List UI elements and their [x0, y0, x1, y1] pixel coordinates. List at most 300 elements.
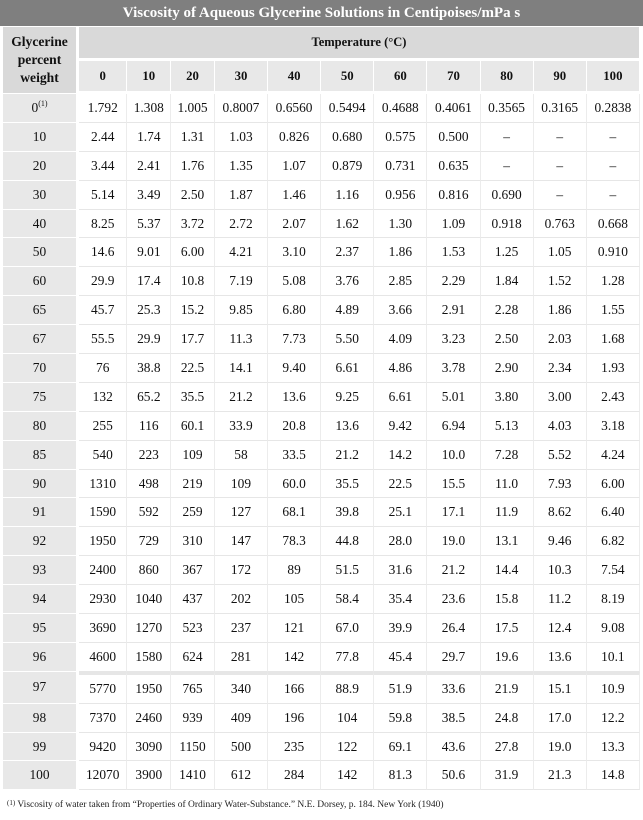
viscosity-cell: 5.37: [127, 210, 171, 239]
row-header: Glycerine percent weight: [3, 27, 79, 94]
glycerine-percent-cell: 50: [3, 238, 79, 267]
viscosity-cell: 1.86: [534, 296, 587, 325]
viscosity-cell: 35.5: [321, 470, 374, 499]
viscosity-cell: 10.3: [534, 556, 587, 585]
viscosity-cell: 523: [171, 614, 215, 643]
viscosity-table: [3, 27, 640, 790]
viscosity-cell: 76: [79, 354, 127, 383]
viscosity-cell: 35.4: [374, 585, 427, 614]
viscosity-cell: 116: [127, 412, 171, 441]
viscosity-cell: 81.3: [374, 761, 427, 790]
viscosity-cell: 0.635: [427, 152, 480, 181]
viscosity-cell: 8.25: [79, 210, 127, 239]
viscosity-cell: 59.8: [374, 704, 427, 733]
viscosity-cell: 11.0: [481, 470, 534, 499]
viscosity-cell: 1.62: [321, 210, 374, 239]
viscosity-cell: 0.826: [268, 123, 321, 152]
table-row: [3, 733, 640, 762]
viscosity-cell: 19.0: [427, 527, 480, 556]
viscosity-cell: 14.4: [481, 556, 534, 585]
glycerine-percent-cell: 97: [3, 672, 79, 704]
viscosity-cell: 2.29: [427, 267, 480, 296]
viscosity-cell: 127: [215, 498, 268, 527]
viscosity-cell: 25.1: [374, 498, 427, 527]
temp-col-header: 0: [79, 61, 127, 94]
viscosity-cell: 437: [171, 585, 215, 614]
glycerine-percent-cell: 20: [3, 152, 79, 181]
viscosity-cell: 409: [215, 704, 268, 733]
glycerine-percent-cell: 80: [3, 412, 79, 441]
viscosity-cell: 3.72: [171, 210, 215, 239]
viscosity-cell: 235: [268, 733, 321, 762]
glycerine-percent-cell: 94: [3, 585, 79, 614]
viscosity-cell: 24.8: [481, 704, 534, 733]
table-row: [3, 412, 640, 441]
table-row: [3, 181, 640, 210]
viscosity-cell: 2460: [127, 704, 171, 733]
table-body: [3, 94, 640, 790]
viscosity-cell: 27.8: [481, 733, 534, 762]
glycerine-percent-cell: 65: [3, 296, 79, 325]
viscosity-cell: 2930: [79, 585, 127, 614]
viscosity-cell: 0.4688: [374, 94, 427, 123]
viscosity-cell: –: [534, 123, 587, 152]
viscosity-cell: 6.00: [587, 470, 640, 499]
table-row: [3, 470, 640, 499]
viscosity-cell: 31.6: [374, 556, 427, 585]
viscosity-cell: 1040: [127, 585, 171, 614]
viscosity-cell: 1.16: [321, 181, 374, 210]
viscosity-cell: 50.6: [427, 761, 480, 790]
viscosity-cell: –: [534, 152, 587, 181]
viscosity-cell: 2.91: [427, 296, 480, 325]
viscosity-cell: 1.86: [374, 238, 427, 267]
viscosity-cell: 9.46: [534, 527, 587, 556]
viscosity-cell: 259: [171, 498, 215, 527]
viscosity-cell: 21.2: [427, 556, 480, 585]
glycerine-percent-cell: 0$^{(1)}$: [3, 94, 79, 123]
viscosity-cell: 2.43: [587, 383, 640, 412]
viscosity-cell: 7.28: [481, 441, 534, 470]
viscosity-cell: 5.50: [321, 325, 374, 354]
viscosity-cell: 939: [171, 704, 215, 733]
viscosity-cell: 0.956: [374, 181, 427, 210]
glycerine-percent-cell: 40: [3, 210, 79, 239]
viscosity-cell: 2.50: [481, 325, 534, 354]
viscosity-cell: 4.86: [374, 354, 427, 383]
viscosity-cell: 0.5494: [321, 94, 374, 123]
viscosity-cell: 13.6: [534, 643, 587, 672]
viscosity-cell: –: [587, 181, 640, 210]
viscosity-cell: 12.4: [534, 614, 587, 643]
viscosity-cell: 4.89: [321, 296, 374, 325]
viscosity-cell: 1310: [79, 470, 127, 499]
viscosity-cell: 1580: [127, 643, 171, 672]
glycerine-percent-cell: 10: [3, 123, 79, 152]
viscosity-cell: 22.5: [171, 354, 215, 383]
viscosity-cell: 10.0: [427, 441, 480, 470]
table-row: [3, 152, 640, 181]
viscosity-cell: 14.2: [374, 441, 427, 470]
viscosity-cell: 10.8: [171, 267, 215, 296]
viscosity-cell: 15.1: [534, 672, 587, 704]
viscosity-cell: 1.30: [374, 210, 427, 239]
viscosity-cell: 25.3: [127, 296, 171, 325]
viscosity-cell: 340: [215, 672, 268, 704]
viscosity-cell: 0.8007: [215, 94, 268, 123]
viscosity-cell: 0.918: [481, 210, 534, 239]
table-row: [3, 585, 640, 614]
viscosity-cell: 12070: [79, 761, 127, 790]
viscosity-cell: 1.28: [587, 267, 640, 296]
viscosity-cell: 38.5: [427, 704, 480, 733]
viscosity-cell: 1.35: [215, 152, 268, 181]
viscosity-cell: 3.66: [374, 296, 427, 325]
viscosity-cell: 1.03: [215, 123, 268, 152]
viscosity-cell: 498: [127, 470, 171, 499]
viscosity-cell: 77.8: [321, 643, 374, 672]
glycerine-percent-cell: 90: [3, 470, 79, 499]
footnote-text: Viscosity of water taken from “Properties of Ordinary Water-Substance.” N.E. Dorsey, p. 184. New York (1940): [17, 800, 444, 810]
viscosity-cell: 3.78: [427, 354, 480, 383]
viscosity-cell: 5.13: [481, 412, 534, 441]
viscosity-cell: 9.25: [321, 383, 374, 412]
viscosity-cell: 6.82: [587, 527, 640, 556]
viscosity-cell: 15.8: [481, 585, 534, 614]
viscosity-cell: 9.01: [127, 238, 171, 267]
viscosity-cell: 2.34: [534, 354, 587, 383]
viscosity-cell: 1950: [79, 527, 127, 556]
viscosity-cell: 19.0: [534, 733, 587, 762]
temp-col-header: 100: [587, 61, 640, 94]
viscosity-cell: 17.0: [534, 704, 587, 733]
viscosity-cell: 7.73: [268, 325, 321, 354]
viscosity-cell: 9.08: [587, 614, 640, 643]
temp-col-header: 10: [127, 61, 171, 94]
table-row: [3, 761, 640, 790]
viscosity-cell: 14.1: [215, 354, 268, 383]
viscosity-cell: 1.792: [79, 94, 127, 123]
viscosity-cell: 1.07: [268, 152, 321, 181]
table-row: [3, 210, 640, 239]
viscosity-cell: 67.0: [321, 614, 374, 643]
viscosity-cell: 58.4: [321, 585, 374, 614]
viscosity-cell: 1.09: [427, 210, 480, 239]
viscosity-cell: 7.54: [587, 556, 640, 585]
viscosity-cell: 105: [268, 585, 321, 614]
viscosity-cell: 0.879: [321, 152, 374, 181]
viscosity-cell: 1.68: [587, 325, 640, 354]
viscosity-cell: 196: [268, 704, 321, 733]
viscosity-cell: 60.1: [171, 412, 215, 441]
glycerine-percent-cell: 98: [3, 704, 79, 733]
viscosity-cell: 1410: [171, 761, 215, 790]
viscosity-cell: 29.7: [427, 643, 480, 672]
viscosity-cell: 1.55: [587, 296, 640, 325]
viscosity-cell: 1590: [79, 498, 127, 527]
viscosity-cell: 4600: [79, 643, 127, 672]
viscosity-cell: 0.500: [427, 123, 480, 152]
viscosity-cell: 2.41: [127, 152, 171, 181]
table-row: [3, 441, 640, 470]
viscosity-cell: –: [587, 123, 640, 152]
viscosity-cell: 31.9: [481, 761, 534, 790]
viscosity-cell: 21.2: [215, 383, 268, 412]
viscosity-cell: 132: [79, 383, 127, 412]
viscosity-cell: 4.03: [534, 412, 587, 441]
viscosity-cell: 6.40: [587, 498, 640, 527]
temp-col-header: 90: [534, 61, 587, 94]
viscosity-cell: 612: [215, 761, 268, 790]
temperature-columns: [3, 61, 640, 94]
glycerine-percent-cell: 91: [3, 498, 79, 527]
viscosity-cell: 3690: [79, 614, 127, 643]
viscosity-cell: 55.5: [79, 325, 127, 354]
glycerine-percent-cell: 96: [3, 643, 79, 672]
viscosity-cell: 1.308: [127, 94, 171, 123]
viscosity-cell: 58: [215, 441, 268, 470]
viscosity-cell: 2.44: [79, 123, 127, 152]
viscosity-cell: 1.53: [427, 238, 480, 267]
temp-col-header: 30: [215, 61, 268, 94]
table-row: [3, 354, 640, 383]
viscosity-cell: 1.25: [481, 238, 534, 267]
viscosity-cell: 39.9: [374, 614, 427, 643]
temp-col-header: 40: [268, 61, 321, 94]
viscosity-cell: 51.9: [374, 672, 427, 704]
viscosity-cell: 4.21: [215, 238, 268, 267]
viscosity-cell: 15.5: [427, 470, 480, 499]
viscosity-cell: 1.76: [171, 152, 215, 181]
viscosity-cell: 22.5: [374, 470, 427, 499]
viscosity-cell: 60.0: [268, 470, 321, 499]
viscosity-cell: 3.49: [127, 181, 171, 210]
table-row: [3, 123, 640, 152]
viscosity-cell: 0.910: [587, 238, 640, 267]
viscosity-cell: 1.93: [587, 354, 640, 383]
viscosity-cell: 33.9: [215, 412, 268, 441]
viscosity-cell: 219: [171, 470, 215, 499]
viscosity-cell: 202: [215, 585, 268, 614]
viscosity-cell: 0.4061: [427, 94, 480, 123]
viscosity-cell: 0.6560: [268, 94, 321, 123]
footnote-ref-marker: (1): [38, 98, 48, 108]
viscosity-cell: 6.80: [268, 296, 321, 325]
viscosity-cell: 89: [268, 556, 321, 585]
viscosity-cell: 0.668: [587, 210, 640, 239]
viscosity-cell: 13.3: [587, 733, 640, 762]
viscosity-cell: 1950: [127, 672, 171, 704]
temp-col-header: 50: [321, 61, 374, 94]
viscosity-cell: 1.52: [534, 267, 587, 296]
temp-col-header: 70: [427, 61, 480, 94]
viscosity-cell: 367: [171, 556, 215, 585]
viscosity-cell: 0.816: [427, 181, 480, 210]
viscosity-cell: 45.7: [79, 296, 127, 325]
viscosity-cell: 20.8: [268, 412, 321, 441]
viscosity-cell: 26.4: [427, 614, 480, 643]
temperature-header: Temperature (°C): [79, 27, 640, 61]
viscosity-cell: 104: [321, 704, 374, 733]
viscosity-cell: 142: [321, 761, 374, 790]
viscosity-cell: 9.42: [374, 412, 427, 441]
viscosity-cell: 860: [127, 556, 171, 585]
viscosity-cell: 540: [79, 441, 127, 470]
temp-col-header: 60: [374, 61, 427, 94]
viscosity-cell: 11.3: [215, 325, 268, 354]
viscosity-cell: 0.2838: [587, 94, 640, 123]
viscosity-cell: 5.08: [268, 267, 321, 296]
viscosity-cell: –: [481, 152, 534, 181]
viscosity-cell: 5.52: [534, 441, 587, 470]
viscosity-cell: 5.14: [79, 181, 127, 210]
viscosity-cell: 78.3: [268, 527, 321, 556]
viscosity-cell: 1.87: [215, 181, 268, 210]
viscosity-cell: 0.763: [534, 210, 587, 239]
viscosity-cell: 29.9: [79, 267, 127, 296]
viscosity-cell: 2400: [79, 556, 127, 585]
viscosity-cell: 1.005: [171, 94, 215, 123]
glycerine-percent-cell: 70: [3, 354, 79, 383]
viscosity-cell: 2.85: [374, 267, 427, 296]
viscosity-cell: 13.6: [268, 383, 321, 412]
viscosity-cell: 0.3565: [481, 94, 534, 123]
table-row: [3, 238, 640, 267]
table-row: [3, 704, 640, 733]
viscosity-cell: 310: [171, 527, 215, 556]
viscosity-cell: 109: [171, 441, 215, 470]
temp-col-header: 20: [171, 61, 215, 94]
viscosity-cell: 0.680: [321, 123, 374, 152]
footnote-marker: (1): [7, 799, 16, 807]
viscosity-cell: 6.94: [427, 412, 480, 441]
viscosity-cell: 1.74: [127, 123, 171, 152]
viscosity-cell: 17.7: [171, 325, 215, 354]
glycerine-percent-cell: 30: [3, 181, 79, 210]
viscosity-cell: 13.1: [481, 527, 534, 556]
viscosity-cell: 65.2: [127, 383, 171, 412]
viscosity-cell: 45.4: [374, 643, 427, 672]
viscosity-cell: 1.05: [534, 238, 587, 267]
viscosity-cell: 6.61: [374, 383, 427, 412]
table-row: [3, 672, 640, 704]
viscosity-cell: 2.28: [481, 296, 534, 325]
table-row: [3, 556, 640, 585]
viscosity-cell: 2.72: [215, 210, 268, 239]
glycerine-percent-cell: 60: [3, 267, 79, 296]
viscosity-cell: 3.00: [534, 383, 587, 412]
viscosity-cell: 166: [268, 672, 321, 704]
viscosity-cell: 17.5: [481, 614, 534, 643]
viscosity-cell: 17.1: [427, 498, 480, 527]
viscosity-cell: 10.9: [587, 672, 640, 704]
viscosity-cell: 1.31: [171, 123, 215, 152]
viscosity-cell: 21.9: [481, 672, 534, 704]
viscosity-cell: 51.5: [321, 556, 374, 585]
viscosity-cell: 284: [268, 761, 321, 790]
table-title: Viscosity of Aqueous Glycerine Solutions in Centipoises/mPa s: [0, 0, 643, 26]
glycerine-percent-cell: 100: [3, 761, 79, 790]
viscosity-cell: 8.62: [534, 498, 587, 527]
viscosity-cell: 3090: [127, 733, 171, 762]
viscosity-cell: 255: [79, 412, 127, 441]
glycerine-percent-cell: 99: [3, 733, 79, 762]
viscosity-cell: 7.93: [534, 470, 587, 499]
viscosity-cell: 2.37: [321, 238, 374, 267]
viscosity-cell: 69.1: [374, 733, 427, 762]
table-row: [3, 643, 640, 672]
viscosity-cell: 9.40: [268, 354, 321, 383]
viscosity-cell: 19.6: [481, 643, 534, 672]
viscosity-cell: 4.24: [587, 441, 640, 470]
viscosity-cell: 8.19: [587, 585, 640, 614]
viscosity-cell: 3.23: [427, 325, 480, 354]
glycerine-percent-cell: 67: [3, 325, 79, 354]
temp-col-header: 80: [481, 61, 534, 94]
viscosity-cell: 2.07: [268, 210, 321, 239]
viscosity-cell: 3.18: [587, 412, 640, 441]
viscosity-cell: 0.3165: [534, 94, 587, 123]
viscosity-cell: 17.4: [127, 267, 171, 296]
viscosity-cell: 142: [268, 643, 321, 672]
viscosity-cell: 109: [215, 470, 268, 499]
viscosity-cell: 2.50: [171, 181, 215, 210]
viscosity-cell: 281: [215, 643, 268, 672]
viscosity-cell: 5.01: [427, 383, 480, 412]
viscosity-cell: 0.575: [374, 123, 427, 152]
glycerine-percent-cell: 92: [3, 527, 79, 556]
viscosity-cell: 1.84: [481, 267, 534, 296]
viscosity-cell: 33.5: [268, 441, 321, 470]
table-row: [3, 498, 640, 527]
viscosity-cell: 28.0: [374, 527, 427, 556]
viscosity-cell: 6.61: [321, 354, 374, 383]
viscosity-cell: 88.9: [321, 672, 374, 704]
viscosity-cell: 4.09: [374, 325, 427, 354]
viscosity-cell: 10.1: [587, 643, 640, 672]
viscosity-cell: 500: [215, 733, 268, 762]
viscosity-cell: –: [481, 123, 534, 152]
viscosity-cell: 624: [171, 643, 215, 672]
viscosity-cell: 9.85: [215, 296, 268, 325]
viscosity-cell: 3900: [127, 761, 171, 790]
table-row: [3, 296, 640, 325]
viscosity-cell: 3.76: [321, 267, 374, 296]
viscosity-cell: 43.6: [427, 733, 480, 762]
viscosity-cell: 14.6: [79, 238, 127, 267]
viscosity-cell: 7.19: [215, 267, 268, 296]
viscosity-cell: 121: [268, 614, 321, 643]
glycerine-percent-cell: 75: [3, 383, 79, 412]
viscosity-cell: 1.46: [268, 181, 321, 210]
viscosity-cell: 0.690: [481, 181, 534, 210]
viscosity-cell: 2.03: [534, 325, 587, 354]
table-row: [3, 527, 640, 556]
viscosity-cell: 14.8: [587, 761, 640, 790]
viscosity-cell: –: [587, 152, 640, 181]
viscosity-cell: 21.3: [534, 761, 587, 790]
table-row: [3, 325, 640, 354]
viscosity-cell: 12.2: [587, 704, 640, 733]
viscosity-cell: 237: [215, 614, 268, 643]
viscosity-cell: 729: [127, 527, 171, 556]
viscosity-cell: 6.00: [171, 238, 215, 267]
table-row: [3, 267, 640, 296]
table-row: [3, 383, 640, 412]
viscosity-cell: 3.10: [268, 238, 321, 267]
viscosity-cell: 592: [127, 498, 171, 527]
viscosity-cell: 13.6: [321, 412, 374, 441]
